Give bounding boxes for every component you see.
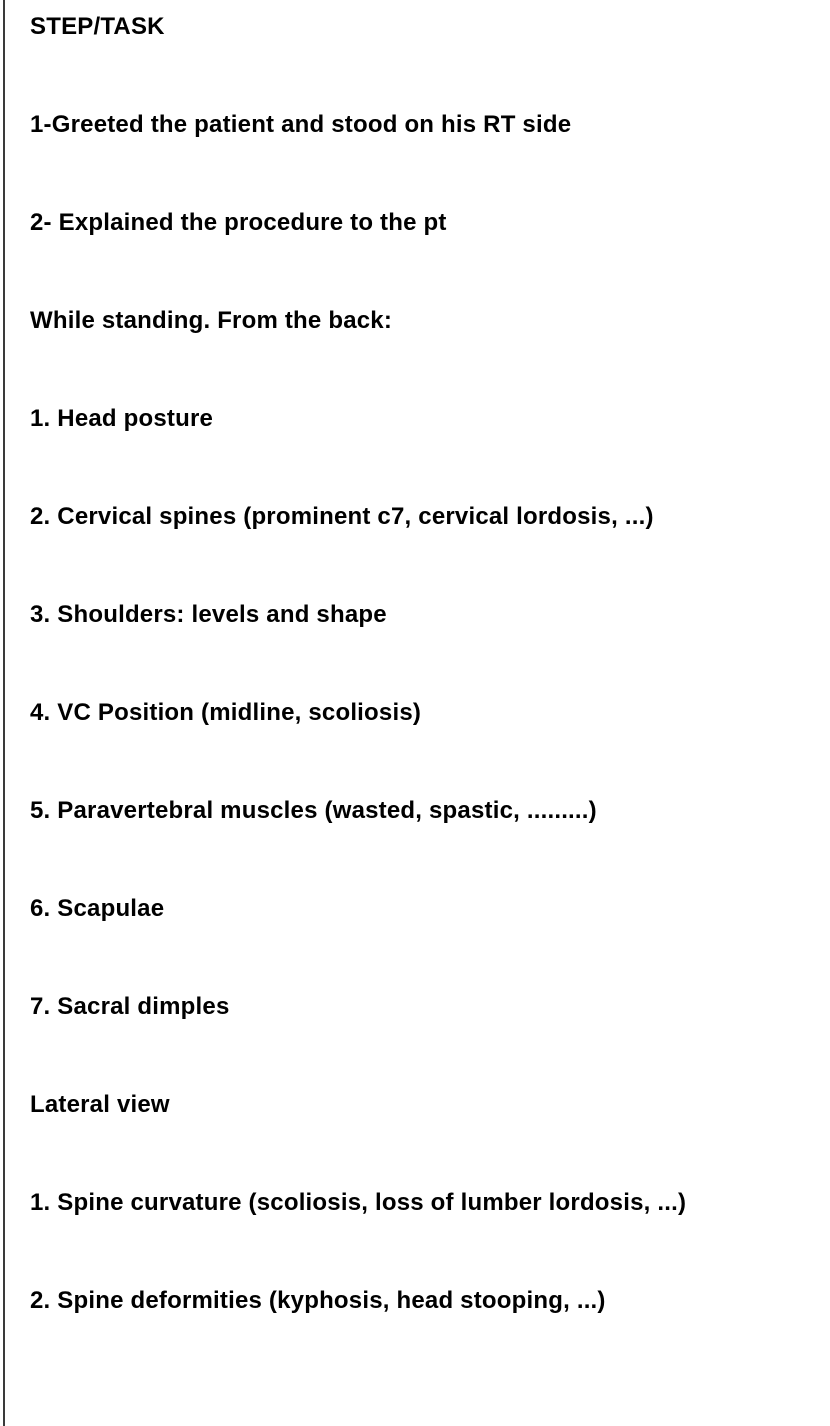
task-line: 2. Spine deformities (kyphosis, head stooping, ...) [30, 1287, 606, 1314]
step-task-column-header: STEP/TASK [30, 13, 165, 40]
task-line: While standing. From the back: [30, 307, 393, 334]
task-line: 2- Explained the procedure to the pt [30, 209, 447, 236]
task-line: 6. Scapulae [30, 895, 165, 922]
task-line: 1. Head posture [30, 405, 214, 432]
cell-left-border [3, 0, 5, 1426]
task-line: 2. Cervical spines (prominent c7, cervical lordosis, ...) [30, 503, 654, 530]
task-line: 4. VC Position (midline, scoliosis) [30, 699, 422, 726]
task-line: 1. Spine curvature (scoliosis, loss of lumber lordosis, ...) [30, 1189, 687, 1216]
task-line: 1-Greeted the patient and stood on his RT side [30, 111, 572, 138]
task-line: 5. Paravertebral muscles (wasted, spastic, .........) [30, 797, 597, 824]
task-line: 3. Shoulders: levels and shape [30, 601, 387, 628]
task-line: Lateral view [30, 1091, 170, 1118]
task-line: 7. Sacral dimples [30, 993, 230, 1020]
